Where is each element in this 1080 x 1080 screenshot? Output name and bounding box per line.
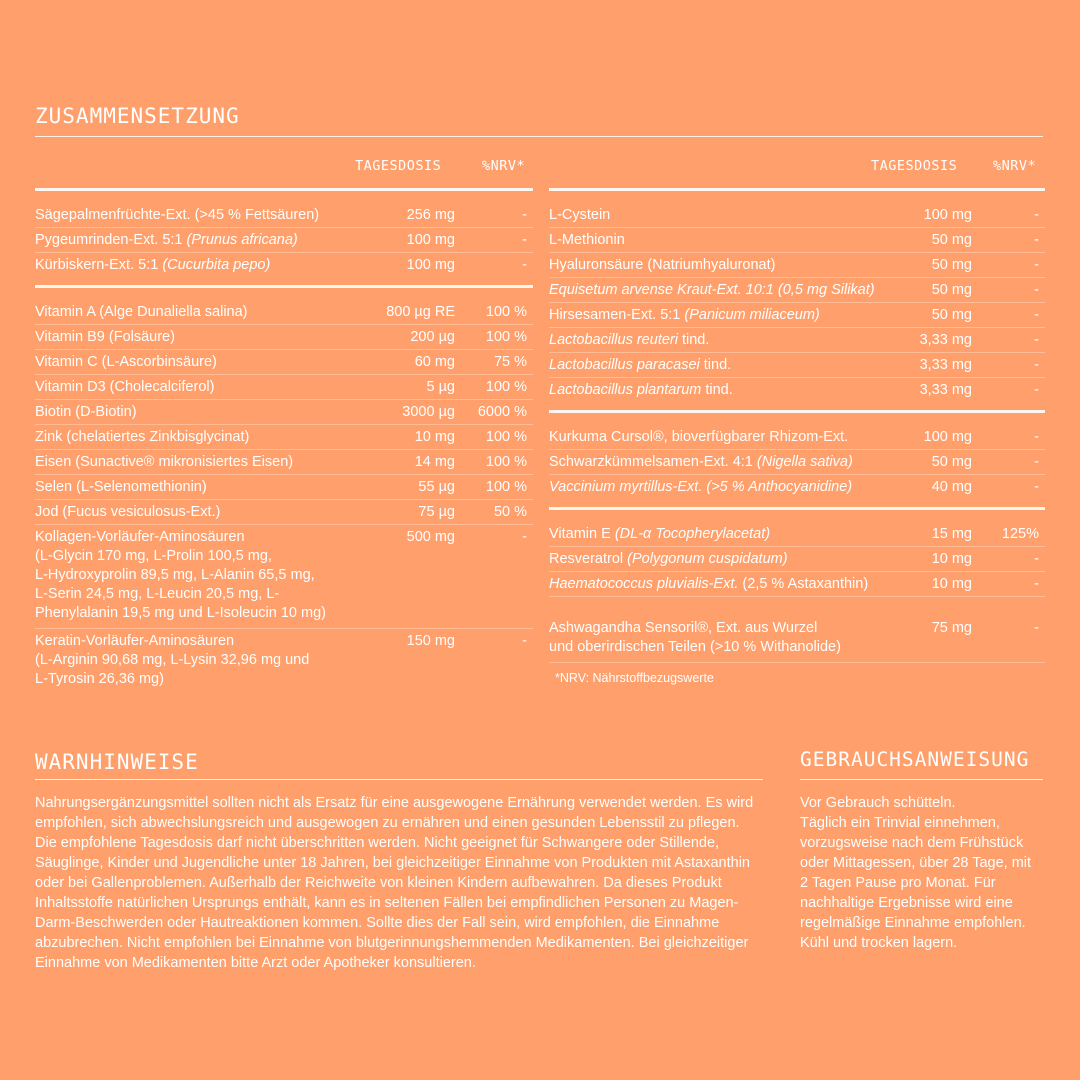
ingredient-row bbox=[35, 629, 533, 694]
ingredient-name: Sägepalmenfrüchte-Ext. (>45 % Fettsäuren) bbox=[35, 207, 320, 223]
ingredient-row bbox=[35, 375, 533, 400]
ingredient-dose: 200 µg bbox=[410, 329, 455, 345]
ingredient-nrv: - bbox=[1034, 479, 1039, 495]
usage-title: GEBRAUCHSANWEISUNG bbox=[800, 748, 1030, 771]
ingredient-name: Kollagen-Vorläufer-Aminosäuren (L-Glycin 170 mg, L-Prolin 100,5 mg, L-Hydroxyprolin 89,5 mg, L-Alanin 65,5 mg, L-Serin 24,5 mg, L-Leucin 20,5 mg, L- Phenylalanin 19,5 mg und L-Isoleucin 10 mg) bbox=[35, 529, 326, 621]
ingredient-nrv: - bbox=[1034, 620, 1039, 636]
right-group bbox=[549, 507, 1045, 663]
ingredient-name: Hirsesamen-Ext. 5:1 (Panicum miliaceum) bbox=[549, 307, 820, 323]
left-header-nrv: %NRV* bbox=[482, 158, 526, 174]
ingredient-row bbox=[549, 203, 1045, 228]
ingredient-dose: 10 mg bbox=[414, 429, 455, 445]
ingredient-dose: 100 mg bbox=[923, 429, 972, 445]
ingredient-dose: 100 mg bbox=[406, 232, 455, 248]
ingredient-nrv: - bbox=[1034, 307, 1039, 323]
ingredient-nrv: 100 % bbox=[485, 379, 527, 395]
ingredient-row bbox=[549, 328, 1045, 353]
ingredient-dose: 10 mg bbox=[931, 576, 972, 592]
ingredient-name: Haematococcus pluvialis-Ext. (2,5 % Astaxanthin) bbox=[549, 576, 869, 592]
ingredient-row bbox=[35, 325, 533, 350]
ingredient-nrv: 125% bbox=[1001, 526, 1039, 542]
ingredient-row bbox=[35, 425, 533, 450]
ingredient-name: Eisen (Sunactive® mikronisiertes Eisen) bbox=[35, 454, 294, 470]
usage-text: Vor Gebrauch schütteln. Täglich ein Trinvial einnehmen, vorzugsweise nach dem Frühstück oder Mittagessen, über 28 Tage, mit 2 Tagen Pause pro Monat. Für nachhaltige Ergebnisse wird eine regelmäßige Einnahme empfohlen. Kühl und trocken lagern. bbox=[800, 795, 1032, 951]
ingredient-name: Zink (chelatiertes Zinkbisglycinat) bbox=[35, 429, 250, 445]
ingredient-dose: 3,33 mg bbox=[919, 382, 972, 398]
right-header-dose: TAGESDOSIS bbox=[871, 158, 958, 174]
ingredient-dose: 75 mg bbox=[931, 620, 972, 636]
ingredient-dose: 3,33 mg bbox=[919, 357, 972, 373]
ingredient-nrv: - bbox=[1034, 232, 1039, 248]
ingredient-row bbox=[35, 203, 533, 228]
ingredient-name: Vitamin E (DL-α Tocopherylacetat) bbox=[549, 526, 771, 542]
nrv-footnote: *NRV: Nährstoffbezugswerte bbox=[555, 671, 714, 685]
ingredient-nrv: - bbox=[522, 232, 527, 248]
ingredient-nrv: 75 % bbox=[493, 354, 527, 370]
composition-title: ZUSAMMENSETZUNG bbox=[35, 104, 240, 128]
ingredient-dose: 100 mg bbox=[406, 257, 455, 273]
ingredient-dose: 50 mg bbox=[931, 282, 972, 298]
usage-title-rule bbox=[800, 779, 1043, 780]
ingredient-row bbox=[35, 300, 533, 325]
ingredient-name: Vitamin C (L-Ascorbinsäure) bbox=[35, 354, 217, 370]
ingredient-row bbox=[35, 525, 533, 629]
ingredient-dose: 500 mg bbox=[406, 529, 455, 545]
ingredient-name: Keratin-Vorläufer-Aminosäuren (L-Arginin 90,68 mg, L-Lysin 32,96 mg und L-Tyrosin 26,36 mg) bbox=[35, 633, 310, 687]
ingredient-dose: 256 mg bbox=[406, 207, 455, 223]
ingredient-name: Lactobacillus reuteri tind. bbox=[549, 332, 710, 348]
ingredient-nrv: - bbox=[1034, 454, 1039, 470]
ingredient-nrv: - bbox=[1034, 357, 1039, 373]
ingredient-row bbox=[549, 378, 1045, 402]
ingredient-dose: 150 mg bbox=[406, 633, 455, 649]
ingredient-dose: 3000 µg bbox=[402, 404, 455, 420]
right-group bbox=[549, 188, 1045, 402]
left-header-dose: TAGESDOSIS bbox=[355, 158, 442, 174]
ingredient-nrv: - bbox=[1034, 551, 1039, 567]
ingredient-nrv: 100 % bbox=[485, 304, 527, 320]
left-group bbox=[35, 188, 533, 277]
ingredient-dose: 50 mg bbox=[931, 307, 972, 323]
composition-title-rule bbox=[35, 136, 1043, 137]
warnings-title: WARNHINWEISE bbox=[35, 750, 199, 774]
ingredient-row bbox=[35, 450, 533, 475]
ingredient-name: Vitamin D3 (Cholecalciferol) bbox=[35, 379, 215, 395]
ingredient-row bbox=[549, 450, 1045, 475]
ingredient-nrv: - bbox=[1034, 382, 1039, 398]
ingredient-dose: 14 mg bbox=[414, 454, 455, 470]
ingredient-dose: 75 µg bbox=[418, 504, 455, 520]
ingredient-row bbox=[35, 253, 533, 277]
ingredient-name: Vitamin B9 (Folsäure) bbox=[35, 329, 175, 345]
ingredient-row bbox=[35, 400, 533, 425]
left-table-header bbox=[35, 152, 533, 188]
ingredient-name: Lactobacillus paracasei tind. bbox=[549, 357, 732, 373]
ingredient-row bbox=[549, 475, 1045, 499]
ingredient-name: Selen (L-Selenomethionin) bbox=[35, 479, 207, 495]
ingredient-dose: 40 mg bbox=[931, 479, 972, 495]
ingredient-row bbox=[549, 425, 1045, 450]
ingredient-name: Hyaluronsäure (Natriumhyaluronat) bbox=[549, 257, 776, 273]
ingredient-nrv: 100 % bbox=[485, 454, 527, 470]
warnings-title-rule bbox=[35, 779, 763, 780]
ingredient-name: Ashwagandha Sensoril®, Ext. aus Wurzel und oberirdischen Teilen (>10 % Withanolide) bbox=[549, 620, 841, 655]
ingredient-dose: 3,33 mg bbox=[919, 332, 972, 348]
ingredient-dose: 800 µg RE bbox=[386, 304, 455, 320]
ingredient-dose: 60 mg bbox=[414, 354, 455, 370]
ingredient-name: Biotin (D-Biotin) bbox=[35, 404, 137, 420]
right-table-header bbox=[549, 152, 1045, 188]
ingredient-nrv: 100 % bbox=[485, 429, 527, 445]
ingredient-nrv: - bbox=[1034, 207, 1039, 223]
ingredient-row bbox=[35, 228, 533, 253]
ingredient-row bbox=[35, 500, 533, 525]
ingredient-dose: 100 mg bbox=[923, 207, 972, 223]
ingredient-nrv: - bbox=[1034, 429, 1039, 445]
ingredient-nrv: - bbox=[522, 633, 527, 649]
ingredient-nrv: - bbox=[1034, 576, 1039, 592]
ingredient-name: Jod (Fucus vesiculosus-Ext.) bbox=[35, 504, 221, 520]
ingredient-row bbox=[549, 303, 1045, 328]
ingredient-nrv: - bbox=[1034, 332, 1039, 348]
ingredient-dose: 55 µg bbox=[418, 479, 455, 495]
ingredient-name: Kurkuma Cursol®, bioverfügbarer Rhizom-Ext. bbox=[549, 429, 849, 445]
ingredient-dose: 5 µg bbox=[426, 379, 455, 395]
ingredient-row bbox=[549, 353, 1045, 378]
ingredient-row bbox=[549, 278, 1045, 303]
ingredient-dose: 50 mg bbox=[931, 257, 972, 273]
ingredient-name: Resveratrol (Polygonum cuspidatum) bbox=[549, 551, 788, 567]
ingredient-row bbox=[549, 597, 1045, 663]
ingredient-row bbox=[549, 572, 1045, 597]
ingredient-name: Schwarzkümmelsamen-Ext. 4:1 (Nigella sativa) bbox=[549, 454, 853, 470]
ingredient-nrv: 6000 % bbox=[477, 404, 527, 420]
ingredient-nrv: - bbox=[1034, 257, 1039, 273]
ingredient-nrv: 100 % bbox=[485, 479, 527, 495]
ingredient-name: L-Methionin bbox=[549, 232, 625, 248]
ingredient-row bbox=[35, 475, 533, 500]
ingredient-name: Vitamin A (Alge Dunaliella salina) bbox=[35, 304, 248, 320]
ingredient-name: L-Cystein bbox=[549, 207, 611, 223]
ingredient-nrv: - bbox=[522, 529, 527, 545]
left-table-body bbox=[35, 188, 533, 694]
ingredient-name: Vaccinium myrtillus-Ext. (>5 % Anthocyanidine) bbox=[549, 479, 853, 495]
ingredient-dose: 50 mg bbox=[931, 232, 972, 248]
ingredient-name: Kürbiskern-Ext. 5:1 (Cucurbita pepo) bbox=[35, 257, 271, 273]
right-table-body bbox=[549, 188, 1045, 663]
ingredient-row bbox=[549, 522, 1045, 547]
warnings-text: Nahrungsergänzungsmittel sollten nicht als Ersatz für eine ausgewogene Ernährung verwendet werden. Es wird empfohlen, sich abwechslungsreich und ausgewogen zu ernähren und einen gesunden Lebensstil zu pflegen. Die empfohlene Tagesdosis darf nicht überschritten werden. Nicht geeignet für Schwangere oder Stillende, Säuglinge, Kinder und Jugendliche unter 18 Jahren, bei gleichzeitiger Einnahme von Produkten mit Astaxanthin oder bei Gallenproblemen. Außerhalb der Reichweite von kleinen Kindern aufbewahren. Da dieses Produkt Inhaltsstoffe natürlichen Ursprungs enthält, kann es in seltenen Fällen bei empfindlichen Personen zu Magen-Darm-Beschwerden oder Hautreaktionen kommen. Sollte dies der Fall sein, wird empfohlen, die Einnahme abzubrechen. Nicht empfohlen bei Einnahme von blutgerinnungshemmenden Medikamenten. Bei gleichzeitiger Einnahme von Medikamenten bitte Arzt oder Apotheker konsultieren. bbox=[35, 795, 754, 971]
ingredient-dose: 15 mg bbox=[931, 526, 972, 542]
ingredient-nrv: - bbox=[522, 257, 527, 273]
ingredient-nrv: - bbox=[522, 207, 527, 223]
ingredient-row bbox=[549, 253, 1045, 278]
ingredient-nrv: - bbox=[1034, 282, 1039, 298]
composition-right-table bbox=[549, 152, 1045, 663]
ingredient-name: Lactobacillus plantarum tind. bbox=[549, 382, 733, 398]
composition-left-table bbox=[35, 152, 533, 694]
ingredient-nrv: 100 % bbox=[485, 329, 527, 345]
ingredient-name: Equisetum arvense Kraut-Ext. 10:1 (0,5 mg Silikat) bbox=[549, 282, 875, 298]
right-header-nrv: %NRV* bbox=[993, 158, 1037, 174]
ingredient-name: Pygeumrinden-Ext. 5:1 (Prunus africana) bbox=[35, 232, 298, 248]
ingredient-row bbox=[549, 547, 1045, 572]
ingredient-dose: 50 mg bbox=[931, 454, 972, 470]
ingredient-nrv: 50 % bbox=[493, 504, 527, 520]
ingredient-row bbox=[35, 350, 533, 375]
ingredient-dose: 10 mg bbox=[931, 551, 972, 567]
left-group bbox=[35, 285, 533, 694]
ingredient-row bbox=[549, 228, 1045, 253]
right-group bbox=[549, 410, 1045, 499]
